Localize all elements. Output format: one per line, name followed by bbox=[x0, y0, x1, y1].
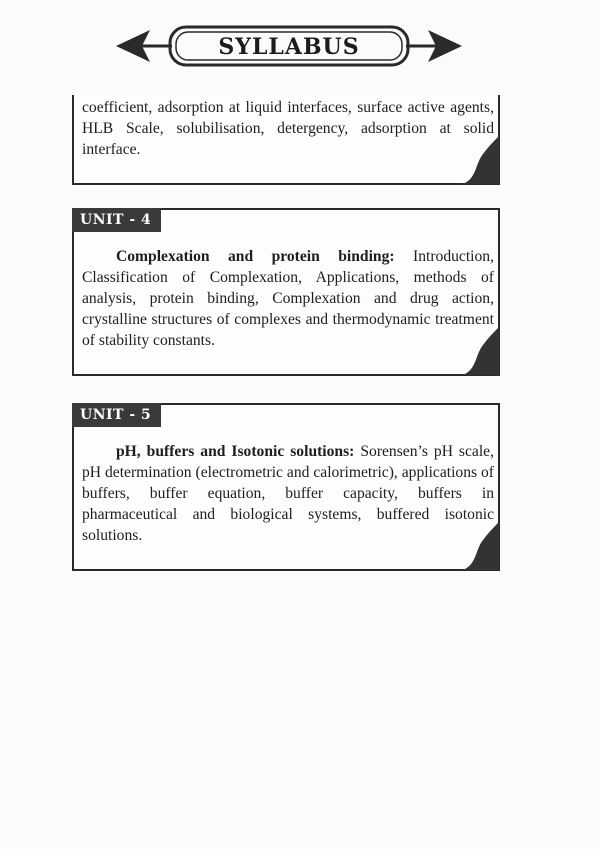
unit-3-continued-box bbox=[72, 95, 500, 185]
unit-5-content bbox=[82, 441, 494, 546]
unit-4-body: Introduction, Classification of Complexation, Applications, methods of analysis, protein binding, Complexation and drug action, crystalline structures of complexes and thermodynamic treatment of stability constants. bbox=[82, 248, 494, 349]
unit-3-continued-text: coefficient, adsorption at liquid interfaces, surface active agents, HLB Scale, solubilisation, detergency, adsorption at solid interface. bbox=[82, 99, 494, 158]
unit-5-heading: pH, buffers and Isotonic solutions: bbox=[116, 443, 355, 460]
page-curl-decoration bbox=[463, 136, 499, 184]
unit-4-box bbox=[72, 208, 500, 376]
page-curl-decoration bbox=[463, 522, 499, 570]
unit-5-badge: UNIT - 5 bbox=[72, 403, 161, 427]
unit-4-heading: Complexation and protein binding: bbox=[116, 248, 395, 265]
unit-4-badge: UNIT - 4 bbox=[72, 208, 161, 232]
page-curl-decoration bbox=[463, 327, 499, 375]
unit-4-content bbox=[82, 246, 494, 351]
syllabus-header bbox=[0, 0, 600, 90]
unit-5-box bbox=[72, 403, 500, 571]
page-title: SYLLABUS bbox=[218, 34, 360, 60]
unit-5-body: Sorensen’s pH scale, pH determination (electrometric and calorimetric), applications of buffers, buffer equation, buffer capacity, buffers in pharmaceutical and biological systems, buffered isotonic solutions. bbox=[82, 443, 494, 544]
